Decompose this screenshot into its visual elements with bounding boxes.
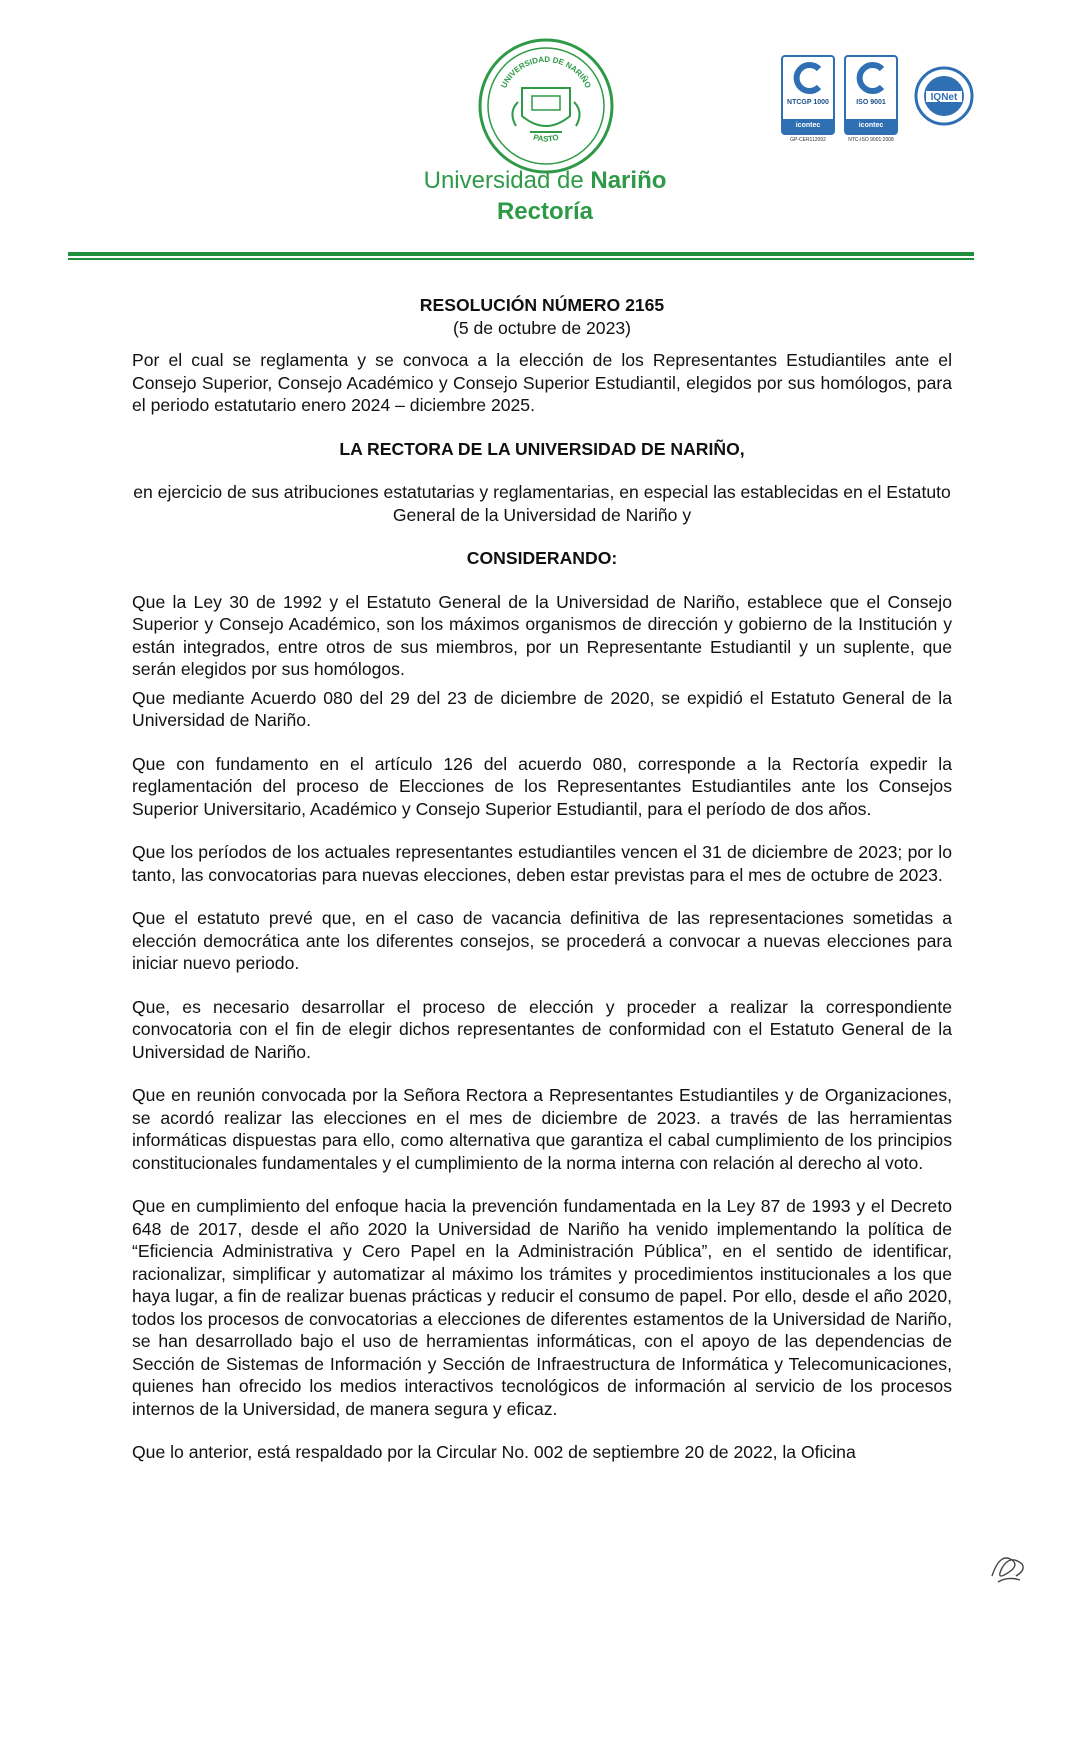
paragraph: Que, es necesario desarrollar el proceso de elección y proceder a realizar la correspondiente convocatoria con el fin de elegir dichos representantes de conformidad con el Estatuto General de la Universidad de Nariño. bbox=[132, 996, 952, 1062]
certification-code: NTC-ISO 9001:2008 bbox=[848, 137, 894, 143]
certification-bar: icontec bbox=[783, 119, 833, 133]
considering-heading: CONSIDERANDO: bbox=[466, 548, 618, 568]
letterhead bbox=[0, 0, 1068, 270]
certification-bar: icontec bbox=[846, 119, 896, 133]
handwritten-initials-icon bbox=[986, 1546, 1030, 1590]
iqnet-seal-icon bbox=[914, 66, 974, 126]
paragraph: Que en cumplimiento del enfoque hacia la prevención fundamentada en la Ley 87 de 1993 y el Decreto 648 de 2017, desde el año 2020 la Universidad de Nariño ha venido implementando la política de “Eficiencia Administrativa y Cero Papel en la Administración Pública”, en el sentido de identificar, racionalizar, simplificar y automatizar al máximo los trámites y procedimientos institucionales a los que haya lugar, a fin de realizar buenas prácticas y reducir el consumo de papel. Por ello, desde el año 2020, todos los procesos de convocatorias a elecciones de diferentes estamentos de la Universidad de Nariño, se han desarrollado bajo el uso de herramientas informáticas, con el apoyo de las dependencias de Sección de Sistemas de Información y Sección de Infraestructura de Informática y Telecomunicaciones, quienes han ofrecido los medios interactivos tecnológicos de información al servicio de los procesos internos de la Universidad, de manera segura y eficaz. bbox=[132, 1196, 952, 1419]
certification-label: NTCGP 1000 bbox=[787, 99, 829, 106]
paragraph: Que el estatuto prevé que, en el caso de vacancia definitiva de las representaciones sometidas a elección democrática ante los diferentes consejos, se procederá a convocar a nuevas elecciones para iniciar nuevo periodo. bbox=[132, 908, 952, 973]
paragraph: Que la Ley 30 de 1992 y el Estatuto General de la Universidad de Nariño, establece que el Consejo Superior y Consejo Académico, son los máximos organismos de dirección y gobierno de la Institución y están integrados, entre otros de sus miembros, por un Representante Estudiantil y un suplente, que serán elegidos por sus homólogos. bbox=[132, 591, 952, 679]
paragraph: Que los períodos de los actuales representantes estudiantiles vencen el 31 de diciembre de 2023; por lo tanto, las convocatorias para nuevas elecciones, deben estar previstas para el mes de octubre de 2023. bbox=[132, 842, 952, 885]
icontec-c-icon bbox=[854, 61, 888, 95]
iqnet-label: IQNet bbox=[930, 92, 958, 103]
paragraph: Que mediante Acuerdo 080 del 29 del 23 de diciembre de 2020, se expidió el Estatuto General de la Universidad de Nariño. bbox=[132, 687, 952, 730]
svg-text:UNIVERSIDAD DE NARIÑO: UNIVERSIDAD DE NARIÑO bbox=[499, 54, 593, 90]
university-seal-icon bbox=[478, 38, 614, 174]
certification-label: ISO 9001 bbox=[856, 99, 886, 106]
header-rule-thin bbox=[68, 258, 974, 260]
paragraph: Que con fundamento en el artículo 126 del acuerdo 080, corresponde a la Rectoría expedir la reglamentación del proceso de Elecciones de los Representantes Estudiantiles ante los Consejos Superior Universitario, Académico y Consejo Superior Estudiantil, para el período de dos años. bbox=[132, 753, 952, 819]
paragraph: Que lo anterior, está respaldado por la Circular No. 002 de septiembre 20 de 2022, la Oficina bbox=[132, 1442, 856, 1462]
header-rule bbox=[68, 252, 974, 256]
certification-iso bbox=[844, 55, 898, 143]
resolution-body bbox=[132, 294, 952, 1464]
paragraph: Que en reunión convocada por la Señora Rectora a Representantes Estudiantiles y de Organizaciones, se acordó realizar las elecciones en el mes de diciembre de 2023. a través de las herramientas informáticas dispuestas para ello, como alternativa que garantiza el cabal cumplimiento de los principios constitucionales fundamentales y el cumplimiento de la norma interna con relación al derecho al voto. bbox=[132, 1085, 952, 1173]
icontec-c-icon bbox=[791, 61, 825, 95]
resolution-title: RESOLUCIÓN NÚMERO 2165 bbox=[419, 295, 665, 315]
resolution-date: (5 de octubre de 2023) bbox=[452, 317, 632, 338]
powers-statement: en ejercicio de sus atribuciones estatutarias y reglamentarias, en especial las establecidas en el Estatuto General de la Universidad de Nariño y bbox=[133, 482, 951, 525]
certification-code: GP-CER112092 bbox=[790, 137, 826, 143]
svg-text:PASTO: PASTO bbox=[532, 132, 560, 144]
certification-ntcgp bbox=[781, 55, 835, 143]
resolution-subject: Por el cual se reglamenta y se convoca a la elección de los Representantes Estudiantiles ante el Consejo Superior, Consejo Académico y Consejo Superior Estudiantil, elegidos por sus homólogos, para el periodo estatutario enero 2024 – diciembre 2025. bbox=[132, 350, 952, 415]
university-name: Universidad de Nariño bbox=[423, 167, 667, 194]
issuer-heading: LA RECTORA DE LA UNIVERSIDAD DE NARIÑO, bbox=[339, 438, 745, 459]
office-name: Rectoría bbox=[496, 198, 594, 225]
